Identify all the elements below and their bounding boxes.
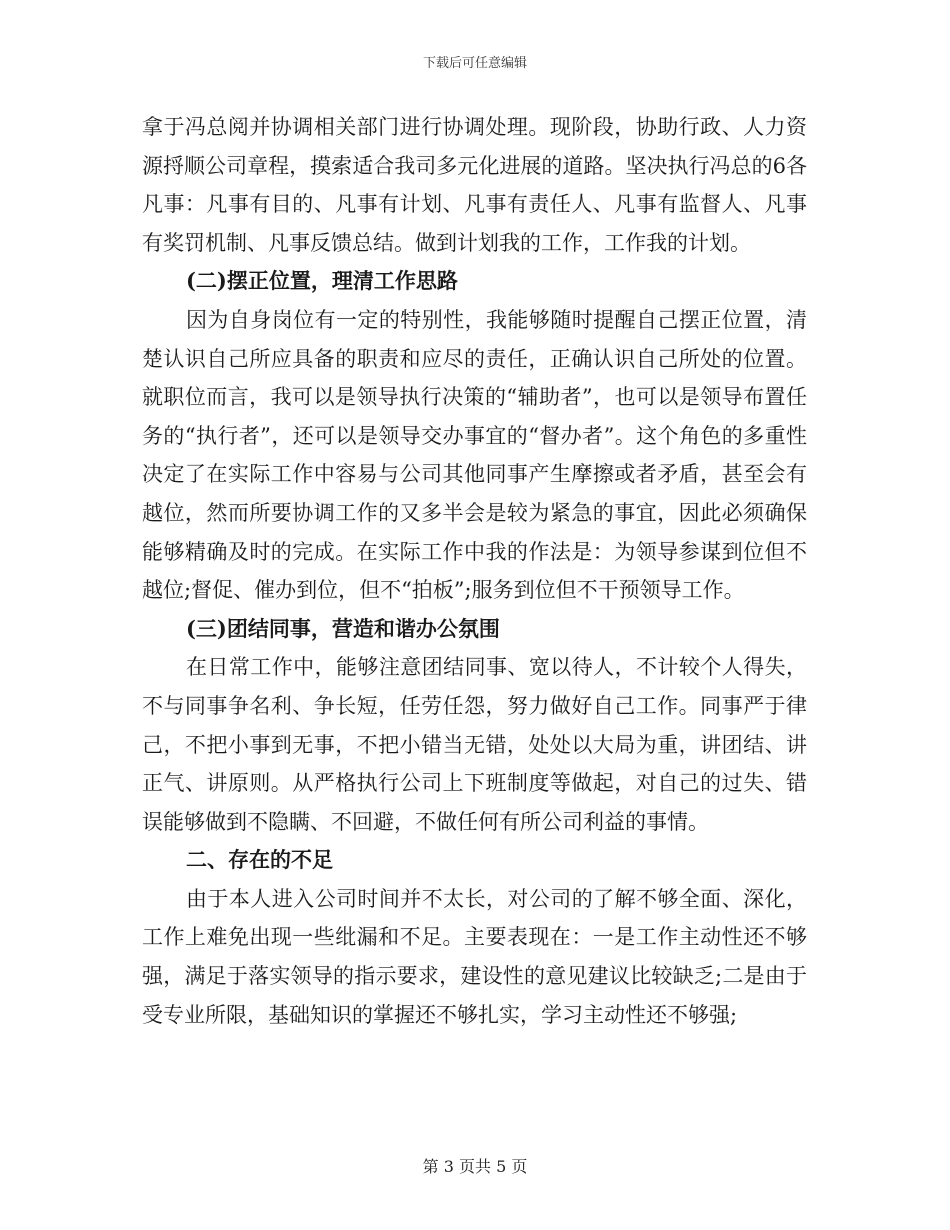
page-header: 下载后可任意编辑 [422, 56, 527, 71]
page-number: 第 3 页共 5 页 [422, 1157, 528, 1176]
paragraph-position: 因为自身岗位有一定的特别性，我能够随时提醒自己摆正位置，清楚认识自己所应具备的职责和应尽的责任，正确认识自己所处的位置。就职位而言，我可以是领导执行决策的“辅助者”，也可以是领导布置任务的“执行者”，还可以是领导交办事宜的“督办者”。这个角色的多重性决定了在实际工作中容易与公司其他同事产生摩擦或者矛盾，甚至会有越位，然而所要协调工作的又多半会是较为紧急的事宜，因此必须确保能够精确及时的完成。在实际工作中我的作法是：为领导参谋到位但不越位;督促、催办到位，但不“拍板”;服务到位但不干预领导工作。 [142, 307, 807, 603]
document-body [142, 108, 807, 1034]
paragraph-continuation: 拿于冯总阅并协调相关部门进行协调处理。现阶段，协助行政、人力资源捋顺公司章程，摸索适合我司多元化进展的道路。坚决执行冯总的6各凡事：凡事有目的、凡事有计划、凡事有责任人、凡事有监督人、凡事有奖罚机制、凡事反馈总结。做到计划我的工作，工作我的计划。 [142, 115, 807, 255]
section-heading-shortcomings: 二、存在的不足 [186, 847, 333, 873]
paragraph-shortcomings: 由于本人进入公司时间并不太长，对公司的了解不够全面、深化，工作上难免出现一些纰漏和不足。主要表现在：一是工作主动性还不够强，满足于落实领导的指示要求，建设性的意见建议比较缺乏;二是由于受专业所限，基础知识的掌握还不够扎实，学习主动性还不够强; [142, 886, 807, 1027]
section-heading-colleagues: (三)团结同事，营造和谐办公氛围 [186, 615, 500, 641]
section-heading-position: (二)摆正位置，理清工作思路 [186, 268, 458, 294]
paragraph-colleagues: 在日常工作中，能够注意团结同事、宽以待人，不计较个人得失，不与同事争名利、争长短，任劳任怨，努力做好自己工作。同事严于律己，不把小事到无事，不把小错当无错，处处以大局为重，讲团结、讲正气、讲原则。从严格执行公司上下班制度等做起，对自己的过失、错误能够做到不隐瞒、不回避，不做任何有所公司利益的事情。 [142, 655, 807, 834]
